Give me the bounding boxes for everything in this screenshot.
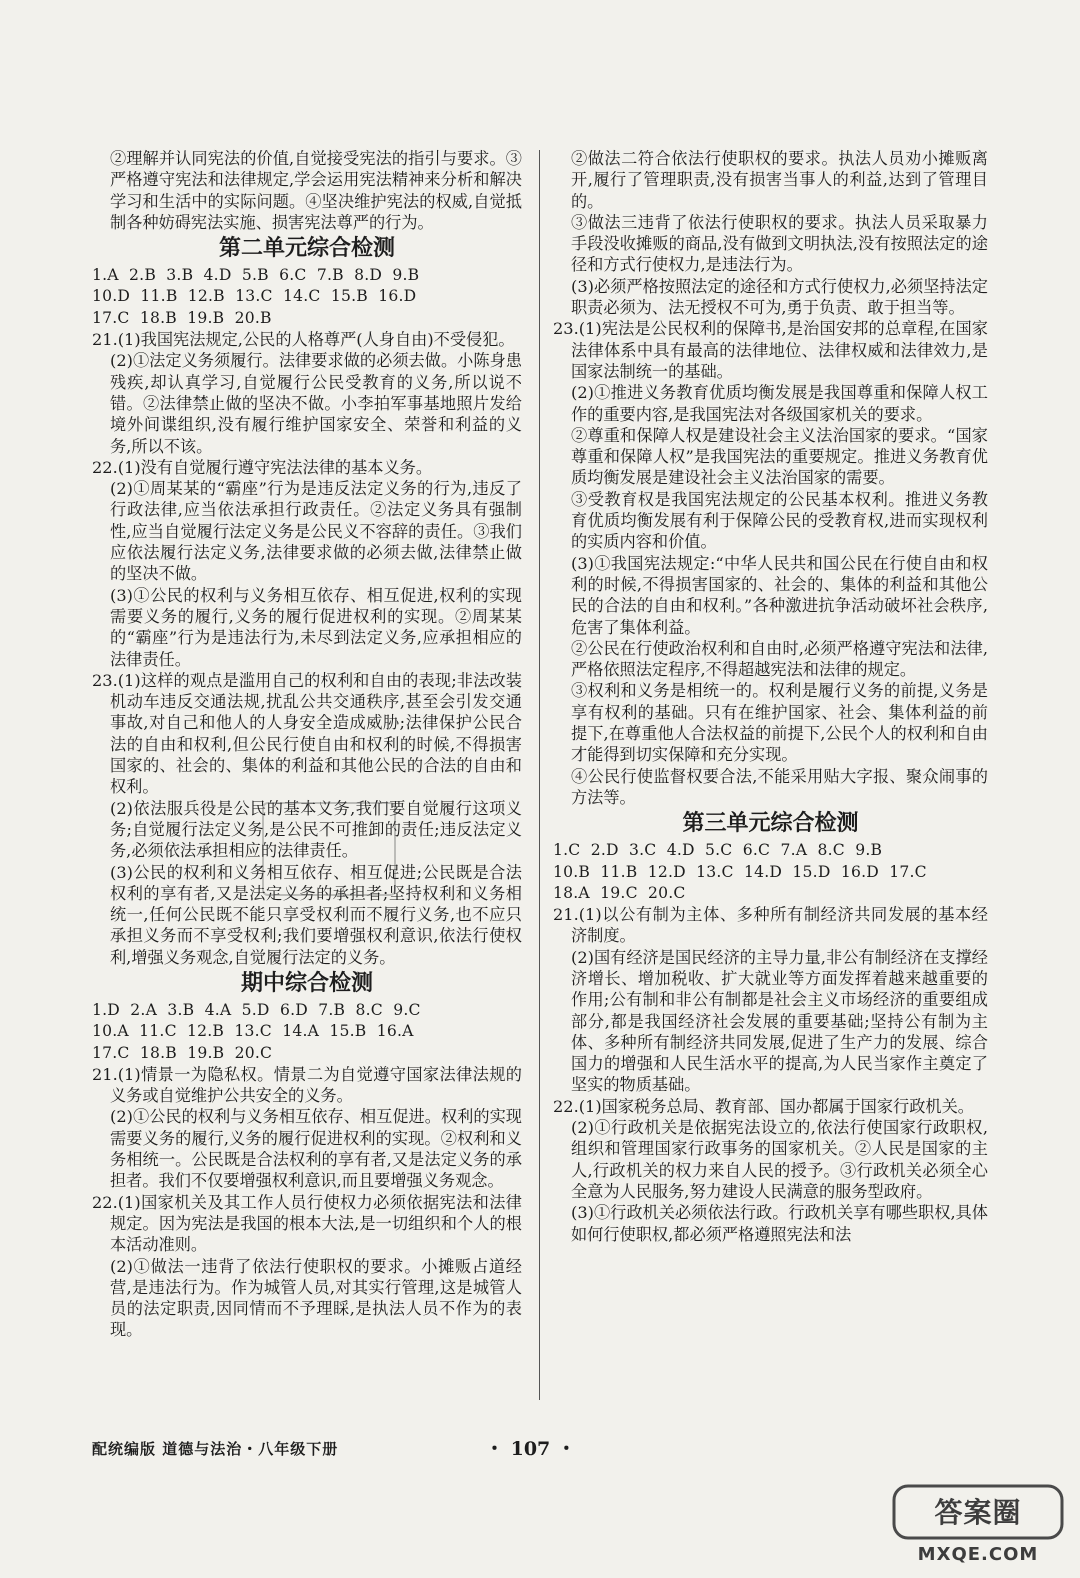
answer-paragraph: ④公民行使监督权要合法,不能采用贴大字报、聚众闹事的方法等。	[571, 766, 988, 807]
answer-paragraph: (3)必须严格按照法定的途径和方式行使权力,必须坚持法定职责必须为、法无授权不可为,勇于负责、敢于担当等。	[571, 276, 988, 318]
answer-paragraph: 23.(1)这样的观点是滥用自己的权利和自由的表现;非法改装机动车违反交通法规,扰乱公共交通秩序,甚至会引发交通事故,对自己和他人的人身安全造成威胁;法律保护公民合法的自由和权利,但公民行使自由和权利的时候,不得损害国家的、社会的、集体的利益和其他公民的合法的自由和权利。	[92, 670, 522, 797]
unit2-title: 第二单元综合检测	[218, 236, 395, 262]
page-number: ・ 107 ・	[485, 1438, 576, 1460]
answer-paragraph: ②做法二符合依法行使职权的要求。执法人员劝小摊贩离开,履行了管理职责,没有损害当事人的利益,达到了管理目的。	[571, 149, 988, 211]
column-divider	[539, 150, 540, 1400]
watermark-logo	[888, 1482, 1068, 1568]
faint-stamp	[262, 802, 396, 896]
left-column	[92, 148, 522, 1341]
answer-paragraph: (3)①我国宪法规定:“中华人民共和国公民在行使自由和权利的时候,不得损害国家的、社会的、集体的利益和其他公民的合法的自由和权利。”各种激进抗争活动破坏社会秩序,危害了集体利益。	[571, 553, 988, 637]
answer-paragraph: ②尊重和保障人权是建设社会主义法治国家的要求。“国家尊重和保障人权”是我国宪法的重要规定。推进义务教育优质均衡发展是建设社会主义法治国家的需要。	[571, 425, 988, 488]
midterm-title: 期中综合检测	[240, 970, 373, 996]
midterm-mc-line: 17.C 18.B 19.B 20.C	[92, 1043, 273, 1062]
unit3-answers	[553, 904, 988, 1245]
unit2-mc-line: 10.D 11.B 12.B 13.C 14.C 15.B 16.D	[92, 287, 417, 306]
answer-paragraph: 22.(1)国家税务总局、教育部、国办都属于国家行政机关。	[553, 1096, 974, 1116]
right-answers	[553, 148, 988, 808]
answer-paragraph: (3)①公民的权利与义务相互依存、相互促进,权利的实现需要义务的履行,义务的履行促进权利的实现。②周某某的“霸座”行为是违法行为,未尽到法定义务,应承担相应的法律责任。	[110, 585, 522, 669]
answer-paragraph: 21.(1)以公有制为主体、多种所有制经济共同发展的基本经济制度。	[553, 905, 988, 946]
logo-text: 答案圈	[934, 1496, 1022, 1529]
footer-book-title: 配统编版 道德与法治・八年级下册	[92, 1440, 339, 1458]
midterm-mc-line: 10.A 11.C 12.B 13.C 14.A 15.B 16.A	[92, 1022, 414, 1041]
answer-paragraph: (2)①做法一违背了依法行使职权的要求。小摊贩占道经营,是违法行为。作为城管人员,对其实行管理,这是城管人员的法定职责,因同情而不予理睬,是执法人员不作为的表现。	[110, 1256, 522, 1340]
logo-url: MXQE.COM	[917, 1544, 1039, 1565]
answer-paragraph: 22.(1)没有自觉履行遵守宪法法律的基本义务。	[92, 457, 433, 477]
answer-paragraph: ③受教育权是我国宪法规定的公民基本权利。推进义务教育优质均衡发展有利于保障公民的受教育权,进而实现权利的实质内容和价值。	[571, 489, 988, 552]
answer-paragraph: ③做法三违背了依法行使职权的要求。执法人员采取暴力手段没收摊贩的商品,没有做到文明执法,没有按照法定的途径和方式行使权力,是违法行为。	[571, 212, 988, 275]
unit3-mc-line: 18.A 19.C 20.C	[553, 883, 686, 902]
answer-paragraph: 21.(1)我国宪法规定,公民的人格尊严(人身自由)不受侵犯。	[92, 330, 515, 350]
unit3-mc-line: 1.C 2.D 3.C 4.D 5.C 6.C 7.A 8.C 9.B	[553, 841, 883, 860]
intro-paragraph: ②理解并认同宪法的价值,自觉接受宪法的指引与要求。③严格遵守宪法和法律规定,学会运用宪法精神来分析和解决学习和生活中的实际问题。④坚决维护宪法的权威,自觉抵制各种妨碍宪法实施、损害宪法尊严的行为。	[110, 149, 522, 232]
answer-paragraph: (2)①公民的权利与义务相互依存、相互促进。权利的实现需要义务的履行,义务的履行促进权利的实现。②权利和义务相统一。公民既是合法权利的享有者,又是法定义务的承担者。我们不仅要增强权利意识,而且要增强义务观念。	[110, 1107, 522, 1191]
answer-paragraph: (2)①推进义务教育优质均衡发展是我国尊重和保障人权工作的重要内容,是我国宪法对各级国家机关的要求。	[571, 383, 988, 424]
answer-paragraph: ②公民在行使政治权利和自由时,必须严格遵守宪法和法律,严格依照法定程序,不得超越宪法和法律的规定。	[571, 638, 988, 680]
unit3-mc-line: 10.B 11.B 12.D 13.C 14.D 15.D 16.D 17.C	[553, 862, 927, 881]
answer-paragraph: (3)公民的权利和义务相互依存、相互促进;公民既是合法权利的享有者,又是法定义务的承担者;坚持权利和义务相统一,任何公民既不能只享受权利而不履行义务,也不应只承担义务而不享受权利;我们要增强权利意识,依法行使权利,增强义务观念,自觉履行法定的义务。	[110, 862, 522, 967]
midterm-mc-line: 1.D 2.A 3.B 4.A 5.D 6.D 7.B 8.C 9.C	[92, 1000, 421, 1019]
answer-paragraph: (2)国有经济是国民经济的主导力量,非公有制经济在支撑经济增长、增加税收、扩大就业等方面发挥着越来越重要的作用;公有制和非公有制都是社会主义市场经济的重要组成部分,都是我国经济社会发展的重要基础;坚持公有制为主体、多种所有制经济共同发展,促进了生产力的发展、综合国力的增强和人民生活水平的提高,为人民当家作主奠定了坚实的物质基础。	[571, 947, 988, 1095]
answer-paragraph: 23.(1)宪法是公民权利的保障书,是治国安邦的总章程,在国家法律体系中具有最高的法律地位、法律权威和法律效力,是国家法制统一的基础。	[553, 319, 988, 381]
answer-paragraph: (2)依法服兵役是公民的基本义务,我们要自觉履行这项义务;自觉履行法定义务,是公民不可推卸的责任;违反法定义务,必须依法承担相应的法律责任。	[110, 798, 522, 861]
answer-paragraph: 21.(1)情景一为隐私权。情景二为自觉遵守国家法律法规的义务或自觉维护公共安全的义务。	[92, 1064, 522, 1106]
unit2-mc-line: 17.C 18.B 19.B 20.B	[92, 308, 272, 327]
unit3-title: 第三单元综合检测	[682, 811, 859, 837]
right-column	[553, 148, 988, 1245]
answer-paragraph: (2)①周某某的“霸座”行为是违反法定义务的行为,违反了行政法律,应当依法承担行政责任。②法定义务具有强制性,应当自觉履行法定义务是公民义不容辞的责任。③我们应依法履行法定义务,法律要求做的必须去做,法律禁止做的坚决不做。	[110, 479, 522, 584]
answer-paragraph: ③权利和义务是相统一的。权利是履行义务的前提,义务是享有权利的基础。只有在维护国家、社会、集体利益的前提下,在尊重他人合法权益的前提下,公民个人的权利和自由才能得到切实保障和充分实现。	[571, 681, 988, 765]
answer-paragraph: (3)①行政机关必须依法行政。行政机关享有哪些职权,具体如何行使职权,都必须严格遵照宪法和法	[571, 1203, 988, 1244]
midterm-answers	[92, 1064, 522, 1341]
unit2-mc-line: 1.A 2.B 3.B 4.D 5.B 6.C 7.B 8.D 9.B	[92, 266, 420, 285]
answer-paragraph: 22.(1)国家机关及其工作人员行使权力必须依据宪法和法律规定。因为宪法是我国的根本大法,是一切组织和个人的根本活动准则。	[92, 1192, 522, 1255]
answer-paragraph: (2)①法定义务须履行。法律要求做的必须去做。小陈身患残疾,却认真学习,自觉履行公民受教育的义务,所以说不错。②法律禁止做的坚决不做。小李拍军事基地照片发给境外间谍组织,没有履行维护国家安全、荣誉和利益的义务,所以不该。	[110, 351, 522, 456]
answer-paragraph: (2)①行政机关是依据宪法设立的,依法行使国家行政职权,组织和管理国家行政事务的国家机关。②人民是国家的主人,行政机关的权力来自人民的授予。③行政机关必须全心全意为人民服务,努力建设人民满意的服务型政府。	[571, 1118, 988, 1201]
